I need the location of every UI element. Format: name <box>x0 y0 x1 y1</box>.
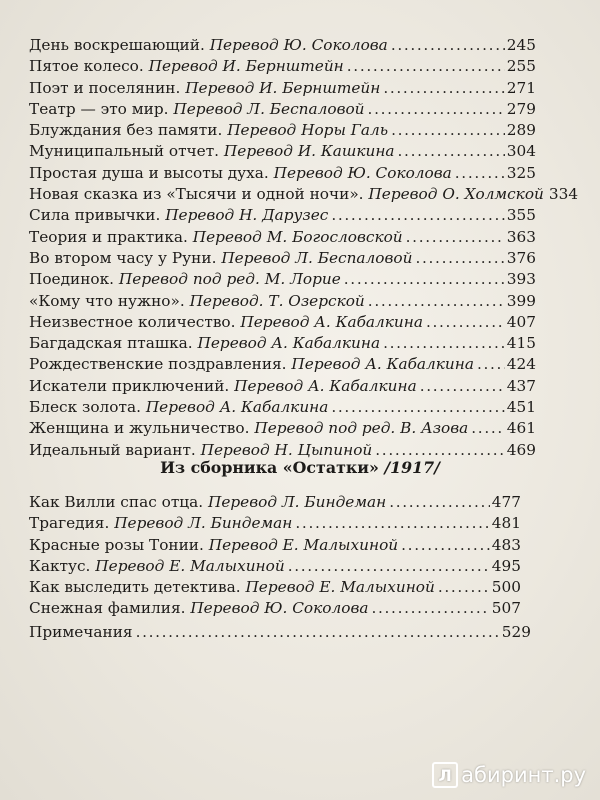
toc-entry-page: 304 <box>506 142 536 161</box>
leader-dots <box>420 376 505 397</box>
toc-entry-page: 355 <box>506 206 536 225</box>
leader-dots <box>383 333 505 354</box>
toc-entry <box>29 35 536 56</box>
toc-entry <box>29 163 536 184</box>
toc-entry <box>29 376 536 397</box>
toc-entry-translator: Перевод Ю. Соколова <box>273 163 452 182</box>
section-heading-title: Из сборника «Остатки» <box>160 458 379 477</box>
toc-section-list <box>29 492 521 620</box>
leader-dots <box>401 535 490 556</box>
section-heading <box>0 457 600 479</box>
leader-dots <box>398 141 505 162</box>
toc-entry-translator: Перевод. Т. Озерской <box>189 291 365 310</box>
toc-entry-title: Пятое колесо. <box>29 57 144 76</box>
toc-entry-title: Снежная фамилия. <box>29 599 186 618</box>
toc-entry-translator: Перевод А. Кабалкина <box>234 376 417 395</box>
leader-dots <box>295 513 489 534</box>
leader-dots <box>371 598 489 619</box>
toc-entry-page: 451 <box>506 398 536 417</box>
toc-main-list <box>29 35 579 461</box>
toc-entry-translator: Перевод А. Кабалкина <box>197 334 381 353</box>
toc-entry <box>29 418 536 439</box>
toc-entry-title: Поэт и поселянин. <box>29 78 181 97</box>
toc-entry-page: 469 <box>506 440 536 459</box>
toc-entry-title: Багдадская пташка. <box>29 334 193 353</box>
toc-entry-translator: Перевод Е. Малыхиной <box>245 578 435 597</box>
toc-entry-translator: Перевод под ред. М. Лорие <box>118 270 341 289</box>
toc-entry <box>29 56 536 77</box>
toc-entry-title: День воскрешающий. <box>29 36 205 54</box>
toc-entry-title: Красные розы Тонии. <box>29 535 204 554</box>
toc-entry-page: 271 <box>506 78 536 97</box>
toc-entry <box>29 598 521 619</box>
toc-entry-title: Теория и практика. <box>29 227 188 246</box>
toc-entry-title: Женщина и жульничество. <box>29 419 250 438</box>
toc-entry <box>29 577 521 598</box>
toc-entry-translator: Перевод Норы Галь <box>227 121 389 140</box>
toc-entry-page: 334 <box>548 185 579 204</box>
toc-entry-page: 483 <box>491 535 521 554</box>
toc-entry <box>29 99 536 120</box>
toc-entry <box>29 333 536 354</box>
toc-entry <box>29 397 536 418</box>
toc-notes <box>29 622 531 643</box>
toc-entry-page: 424 <box>506 355 536 374</box>
toc-entry-title: Театр — это мир. <box>29 99 169 118</box>
toc-entry-title: Муниципальный отчет. <box>29 142 220 161</box>
toc-entry-page: 325 <box>506 163 536 182</box>
leader-dots <box>426 312 505 333</box>
toc-entry-title: Новая сказка из «Тысячи и одной ночи». <box>29 185 364 204</box>
toc-entry <box>29 269 536 290</box>
leader-dots <box>391 120 505 141</box>
toc-entry-page: 415 <box>506 334 536 353</box>
toc-entry-page: 529 <box>501 623 531 641</box>
toc-entry-title: Блуждания без памяти. <box>29 121 223 140</box>
toc-entry <box>29 78 536 99</box>
toc-entry-page: 363 <box>506 227 536 246</box>
toc-entry-translator: Перевод Н. Цыпиной <box>200 440 373 459</box>
toc-entry <box>29 184 579 205</box>
toc-entry <box>29 248 536 269</box>
leader-dots <box>391 35 505 56</box>
toc-entry-translator: Перевод Е. Малыхиной <box>208 535 399 554</box>
toc-entry-title: Сила привычки. <box>29 206 161 225</box>
leader-dots <box>477 354 505 375</box>
toc-entry-title: Как выследить детектива. <box>29 578 241 597</box>
toc-entry-page: 376 <box>506 248 536 267</box>
toc-entry-translator: Перевод А. Кабалкина <box>291 355 474 374</box>
toc-entry-title: Во втором часу у Руни. <box>29 248 217 267</box>
toc-entry-translator: Перевод И. Кашкина <box>223 142 395 161</box>
toc-entry <box>29 227 536 248</box>
leader-dots <box>136 622 500 643</box>
toc-entry <box>29 513 521 534</box>
toc-entry-translator: Перевод Е. Малыхиной <box>95 556 285 575</box>
toc-entry-translator: Перевод И. Бернштейн <box>185 78 381 97</box>
toc-entry-title: Как Вилли спас отца. <box>29 493 204 511</box>
labirint-logo-text: абиринт.ру <box>461 763 586 787</box>
toc-entry <box>29 205 536 226</box>
toc-entry-page: 507 <box>491 599 521 618</box>
toc-entry-page: 289 <box>506 121 536 140</box>
toc-entry-title: Идеальный вариант. <box>29 440 196 459</box>
toc-entry-page: 461 <box>506 419 536 438</box>
toc-entry-translator: Перевод под ред. В. Азова <box>254 419 469 438</box>
toc-entry-translator: Перевод А. Кабалкина <box>145 398 329 417</box>
toc-entry-page: 399 <box>506 291 536 310</box>
leader-dots <box>368 99 505 120</box>
leader-dots <box>438 577 490 598</box>
toc-entry-title: Простая душа и высоты духа. <box>29 163 269 182</box>
toc-entry-notes <box>29 622 531 643</box>
toc-entry-page: 495 <box>491 556 521 575</box>
toc-entry-translator: Перевод Ю. Соколова <box>209 36 388 54</box>
section-heading-year: /1917/ <box>378 458 440 477</box>
leader-dots <box>368 291 505 312</box>
toc-entry-translator: Перевод Л. Биндеман <box>208 493 387 511</box>
toc-entry-translator: Перевод М. Богословской <box>192 227 403 246</box>
toc-entry <box>29 492 521 513</box>
leader-dots <box>344 269 505 290</box>
toc-entry <box>29 312 536 333</box>
labirint-watermark-logo <box>432 762 586 788</box>
toc-entry <box>29 354 536 375</box>
labirint-logo-icon: Л <box>432 762 458 788</box>
toc-entry <box>29 141 536 162</box>
leader-dots <box>415 248 504 269</box>
leader-dots <box>406 227 505 248</box>
toc-entry-translator: Перевод И. Бернштейн <box>148 57 344 76</box>
toc-entry <box>29 291 536 312</box>
leader-dots <box>288 556 490 577</box>
leader-dots <box>347 56 505 77</box>
leader-dots <box>389 492 490 513</box>
toc-entry-title: Трагедия. <box>29 514 110 533</box>
toc-entry-title: Поединок. <box>29 270 115 289</box>
toc-entry-title: Примечания <box>29 623 133 641</box>
toc-entry-title: Рождественские поздравления. <box>29 355 287 374</box>
toc-entry-page: 279 <box>506 99 536 118</box>
toc-entry-translator: Перевод Л. Беспаловой <box>173 99 365 118</box>
leader-dots <box>455 163 505 184</box>
toc-entry-translator: Перевод Н. Дарузес <box>165 206 329 225</box>
toc-entry-translator: Перевод Л. Биндеман <box>114 514 293 533</box>
toc-entry-translator: Перевод О. Холмской <box>368 185 544 204</box>
toc-entry-page: 477 <box>491 493 521 511</box>
toc-entry-page: 500 <box>491 578 521 597</box>
toc-entry-page: 255 <box>506 57 536 76</box>
toc-entry-page: 393 <box>506 270 536 289</box>
toc-entry <box>29 120 536 141</box>
toc-entry <box>29 556 521 577</box>
toc-entry <box>29 535 521 556</box>
leader-dots <box>383 78 504 99</box>
leader-dots <box>471 418 505 439</box>
toc-entry-title: «Кому что нужно». <box>29 291 185 310</box>
toc-entry-page: 245 <box>506 36 536 54</box>
toc-entry-title: Кактус. <box>29 556 91 575</box>
leader-dots <box>331 397 504 418</box>
toc-entry-translator: Перевод Ю. Соколова <box>190 599 369 618</box>
toc-entry-translator: Перевод А. Кабалкина <box>240 312 423 331</box>
toc-entry-page: 437 <box>506 376 536 395</box>
toc-entry-title: Неизвестное количество. <box>29 312 236 331</box>
toc-entry-translator: Перевод Л. Беспаловой <box>221 248 413 267</box>
toc-entry-title: Искатели приключений. <box>29 376 230 395</box>
leader-dots <box>331 205 504 226</box>
toc-entry-page: 481 <box>491 514 521 533</box>
toc-entry-title: Блеск золота. <box>29 398 141 417</box>
toc-entry-page: 407 <box>506 312 536 331</box>
